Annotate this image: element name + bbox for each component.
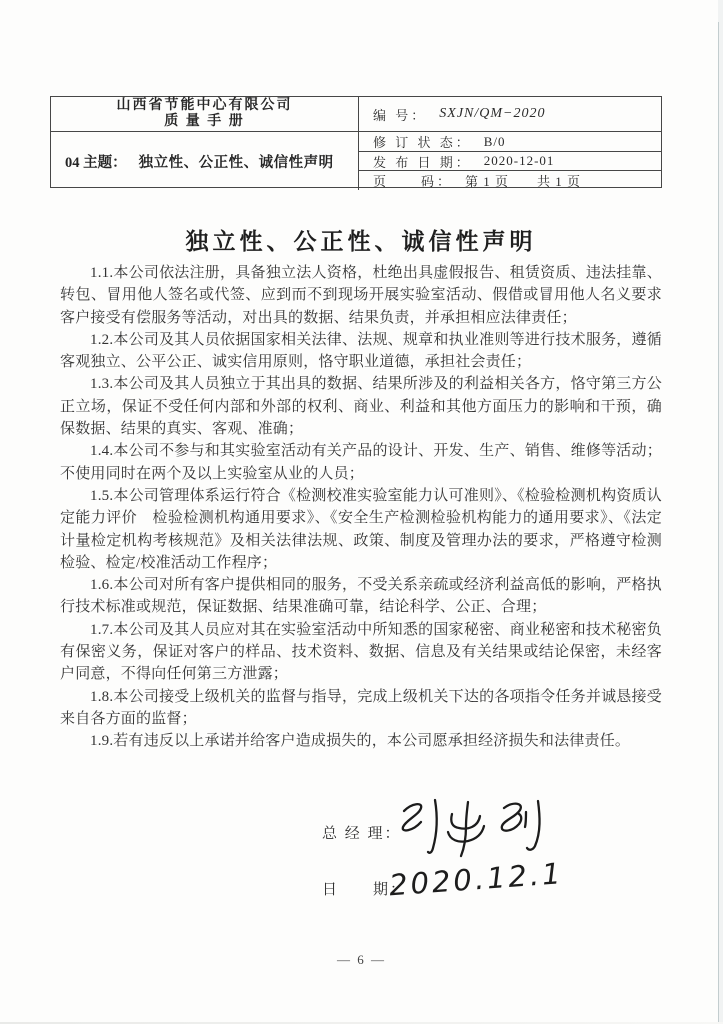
revision-status-row — [359, 131, 661, 151]
paragraph-1-3: 1.3.本公司及其人员独立于其出具的数据、结果所涉及的利益相关各方，恪守第三方公正立场，保证不受任何内部和外部的权利、商业、利益和其他方面压力的影响和干预，确保数据、结果的真实、客观、准确； — [60, 376, 662, 438]
revision-status-label: 修 订 状 态： — [373, 135, 472, 150]
revision-status-value: B/0 — [483, 133, 506, 149]
paragraph-1-1: 1.1.本公司依法注册，具备独立法人资格，杜绝出具虚假报告、租赁资质、违法挂靠、转包、冒用他人签名或代签、应到而不到现场开展实验室活动、假借或冒用他人名义要求客户接受有偿服务等活动，对出具的数据、结果负责，并承担相应法律责任； — [60, 265, 662, 326]
signature-stroke — [403, 804, 421, 830]
header-table-left-column — [51, 97, 359, 190]
page-code-value: 第 1 页 共 1 页 — [465, 174, 582, 189]
footer-page-number: — 6 — — [337, 952, 386, 967]
subject-cell — [51, 131, 358, 190]
signature-stroke — [525, 812, 526, 827]
signature-stroke — [527, 801, 540, 850]
handwritten-date — [383, 856, 578, 904]
handwritten-date-text: 2020.12.1 — [387, 856, 565, 903]
company-name: 山西省节能中心有限公司 — [116, 98, 293, 113]
company-cell — [51, 97, 358, 131]
general-manager-signature — [392, 795, 552, 865]
date-label: 日 期： — [322, 882, 408, 898]
doc-number-label: 编 号： — [373, 107, 428, 123]
signature-stroke — [428, 800, 437, 853]
header-table-right-column — [359, 97, 661, 190]
manual-title: 质 量 手 册 — [164, 114, 245, 129]
paragraph-1-7: 1.7.本公司及其人员应对其在实验室活动中所知悉的国家秘密、商业秘密和技术秘密负有保密义务，保证对客户的样品、技术资料、数据、信息及有关结果或结论保密，未经客户同意，不得向任何第三方泄露； — [60, 621, 662, 683]
issue-date-row — [359, 151, 661, 170]
subject-label: 04 主题： — [65, 154, 127, 171]
paragraph-1-8: 1.8.本公司接受上级机关的监督与指导，完成上级机关下达的各项指令任务并诚恳接受来自各方面的监督； — [60, 688, 662, 727]
doc-number-row — [359, 97, 661, 131]
paragraph-1-5: 1.5.本公司管理体系运行符合《检测校准实验室能力认可准则》、《检验检测机构资质认定能力评价 检验检测机构通用要求》、《安全生产检测检验机构能力的通用要求》、《法定计量检定机构考核规范》及相关法律法规、政策、制度及管理办法的要求，严格遵守检测检验、检定/校准活动工作程序； — [60, 487, 662, 571]
page-title: 独立性、公正性、诚信性声明 — [185, 229, 537, 254]
issue-date-label: 发 布 日 期： — [373, 154, 472, 170]
page-code-label: 页 码： — [373, 174, 454, 189]
issue-date-value: 2020-12-01 — [483, 153, 555, 168]
paragraph-1-9: 1.9.若有违反以上承诺并给客户造成损失的，本公司愿承担经济损失和法律责任。 — [90, 733, 631, 750]
paragraph-1-6: 1.6.本公司对所有客户提供相同的服务，不受关系亲疏或经济利益高低的影响，严格执行技术标准或规范，保证数据、结果准确可靠，结论科学、公正、合理； — [60, 577, 662, 616]
declaration-body — [60, 262, 662, 753]
general-manager-label: 总 经 理： — [322, 826, 402, 842]
header-table — [50, 96, 662, 188]
paragraph-1-4: 1.4.本公司不参与和其实验室活动有关产品的设计、开发、生产、销售、维修等活动；不使用同时在两个及以上实验室从业的人员； — [60, 443, 662, 482]
paragraph-1-2: 1.2.本公司及其人员依据国家相关法律、法规、规章和执业准则等进行技术服务，遵循客观独立、公平公正、诚实信用原则，恪守职业道德，承担社会责任； — [60, 331, 662, 371]
doc-number-value: SXJN/QM−2020 — [439, 106, 546, 121]
signature-stroke — [502, 804, 521, 831]
page-code-row — [359, 170, 661, 190]
subject-title: 独立性、公正性、诚信性声明 — [138, 154, 334, 171]
scan-page-edge — [718, 22, 719, 1024]
